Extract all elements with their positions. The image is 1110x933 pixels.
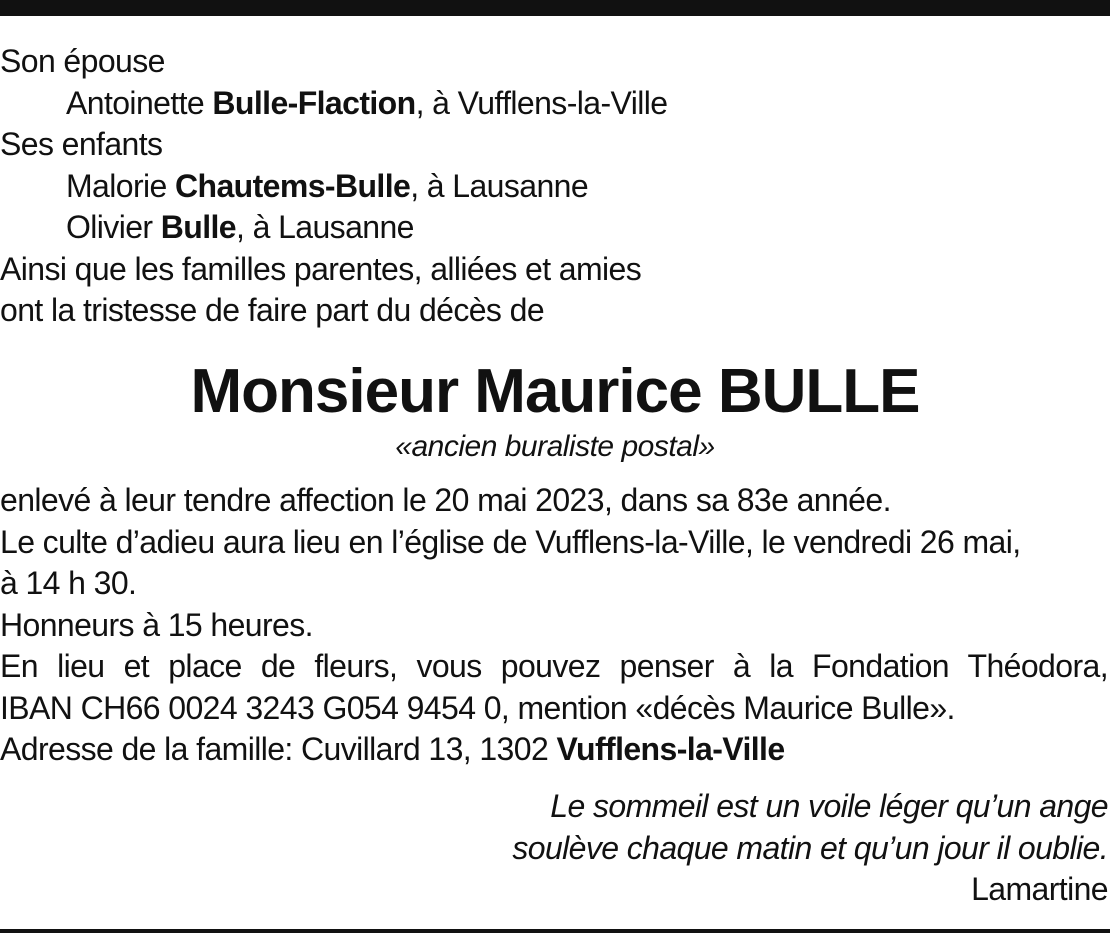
announce-line: ont la tristesse de faire part du décès de	[0, 292, 545, 328]
spouse-line	[0, 83, 1110, 125]
top-rule	[0, 0, 1110, 16]
quote-block	[512, 786, 1108, 911]
relatives-line: Ainsi que les familles parentes, alliées et amies	[0, 250, 642, 287]
spouse-heading: Son épouse	[0, 43, 165, 79]
quote-author: Lamartine	[971, 871, 1108, 907]
details-line: IBAN CH66 0024 3243 G054 9454 0, mention «décès Maurice Bulle».	[0, 689, 955, 726]
quote-line: soulève chaque matin et qu’un jour il oublie.	[512, 829, 1108, 866]
bottom-rule	[0, 929, 1110, 933]
child-place: , à Lausanne	[410, 167, 589, 204]
child-line	[0, 207, 1110, 249]
child-place: , à Lausanne	[236, 209, 414, 245]
details-line: Le culte d’adieu aura lieu en l’église de Vufflens-la-Ville, le vendredi 26 mai,	[0, 523, 1021, 560]
spouse-first-name: Antoinette	[66, 84, 213, 121]
child-last-name: Chautems-Bulle	[175, 167, 411, 204]
child-first-name: Olivier	[66, 209, 161, 245]
details-section	[0, 480, 1110, 771]
spouse-last-name: Bulle-Flaction	[212, 84, 416, 121]
child-first-name: Malorie	[66, 167, 176, 204]
address-town: Vufflens-la-Ville	[556, 731, 785, 767]
family-section	[0, 41, 1110, 332]
details-line: enlevé à leur tendre affection le 20 mai 2023, dans sa 83e année.	[0, 482, 891, 518]
child-last-name: Bulle	[160, 209, 237, 245]
spouse-place: , à Vufflens-la-Ville	[415, 84, 668, 121]
address-prefix: Adresse de la famille: Cuvillard 13, 1302	[0, 731, 557, 767]
details-line: à 14 h 30.	[0, 565, 137, 601]
details-line: En lieu et place de fleurs, vous pouvez penser à la Fondation Théodora,	[0, 648, 1108, 684]
deceased-title: «ancien buraliste postal»	[395, 430, 715, 463]
child-line	[0, 166, 1110, 208]
children-heading: Ses enfants	[0, 126, 163, 162]
address-line	[0, 729, 1110, 771]
details-line: Honneurs à 15 heures.	[0, 606, 313, 643]
deceased-name: Monsieur Maurice BULLE	[190, 357, 920, 426]
quote-line: Le sommeil est un voile léger qu’un ange	[550, 788, 1108, 824]
